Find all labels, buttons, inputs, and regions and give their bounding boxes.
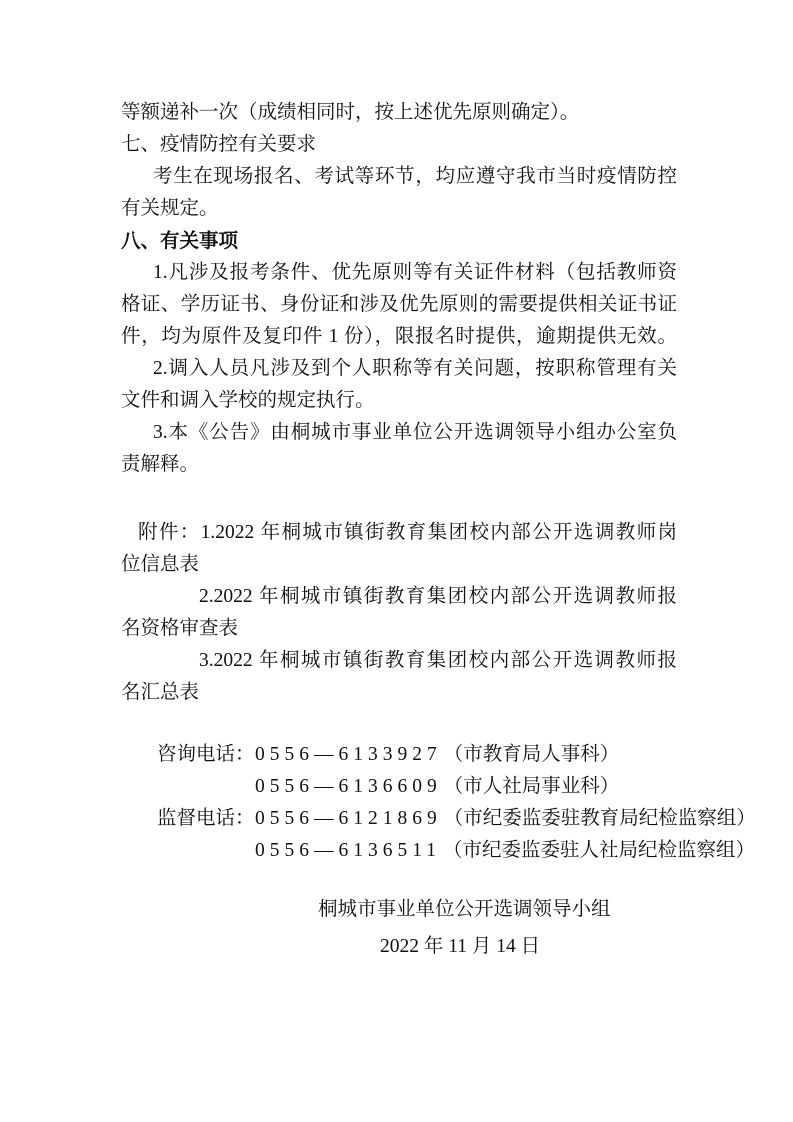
phone-number: 0556—6136511 bbox=[255, 840, 442, 861]
contact-line bbox=[121, 771, 677, 803]
signature-org: 桐城市事业单位公开选调领导小组 bbox=[318, 899, 611, 920]
paragraph-line: 等额递补一次（成绩相同时，按上述优先原则确定）。 bbox=[121, 102, 580, 123]
blank-line bbox=[121, 709, 677, 739]
section-7-heading: 七、疫情防控有关要求 bbox=[121, 134, 317, 155]
contact-org: （市人社局事业科） bbox=[443, 776, 620, 797]
signature-date: 2022 年 11 月 14 日 bbox=[380, 936, 541, 957]
paragraph-line: 文件和调入学校的规定执行。 bbox=[121, 390, 375, 411]
contact-org: （市纪委监委驻人社局纪检监察组） bbox=[443, 840, 756, 861]
blank-line bbox=[121, 867, 677, 894]
phone-number: 0556—6136609 bbox=[255, 776, 442, 797]
attachment-line: 名汇总表 bbox=[121, 682, 200, 703]
contact-line bbox=[121, 835, 756, 867]
attachment-line: 名资格审查表 bbox=[121, 618, 239, 639]
contact-label: 咨询电话： bbox=[157, 744, 255, 765]
section-8-heading: 八、有关事项 bbox=[121, 230, 239, 252]
paragraph-line: 1.凡涉及报考条件、优先原则等有关证件材料（包括教师资 bbox=[153, 262, 677, 283]
paragraph-line: 有关规定。 bbox=[121, 198, 219, 219]
paragraph-line: 考生在现场报名、考试等环节，均应遵守我市当时疫情防控 bbox=[153, 166, 677, 187]
phone-number: 0556—6133927 bbox=[255, 744, 442, 765]
contact-org: （市教育局人事科） bbox=[443, 744, 620, 765]
paragraph-line: 件，均为原件及复印件 1 份），限报名时提供，逾期提供无效。 bbox=[121, 326, 677, 347]
attachment-line: 附件：1.2022 年桐城市镇街教育集团校内部公开选调教师岗 bbox=[138, 522, 677, 543]
paragraph-line: 3.本《公告》由桐城市事业单位公开选调领导小组办公室负 bbox=[153, 422, 677, 443]
paragraph-line: 格证、学历证书、身份证和涉及优先原则的需要提供相关证书证 bbox=[121, 294, 677, 315]
contact-org: （市纪委监委驻教育局纪检监察组） bbox=[443, 808, 756, 829]
paragraph-line: 2.调入人员凡涉及到个人职称等有关问题，按职称管理有关 bbox=[153, 358, 677, 379]
contact-line bbox=[121, 803, 756, 835]
phone-number: 0556—6121869 bbox=[255, 808, 442, 829]
attachment-line: 3.2022 年桐城市镇街教育集团校内部公开选调教师报 bbox=[199, 650, 677, 671]
attachment-line: 2.2022 年桐城市镇街教育集团校内部公开选调教师报 bbox=[199, 586, 677, 607]
attachment-line: 位信息表 bbox=[121, 554, 200, 575]
contact-label: 监督电话： bbox=[157, 808, 255, 829]
blank-line bbox=[121, 481, 677, 517]
contact-line bbox=[121, 739, 677, 771]
paragraph-line: 责解释。 bbox=[121, 454, 200, 475]
